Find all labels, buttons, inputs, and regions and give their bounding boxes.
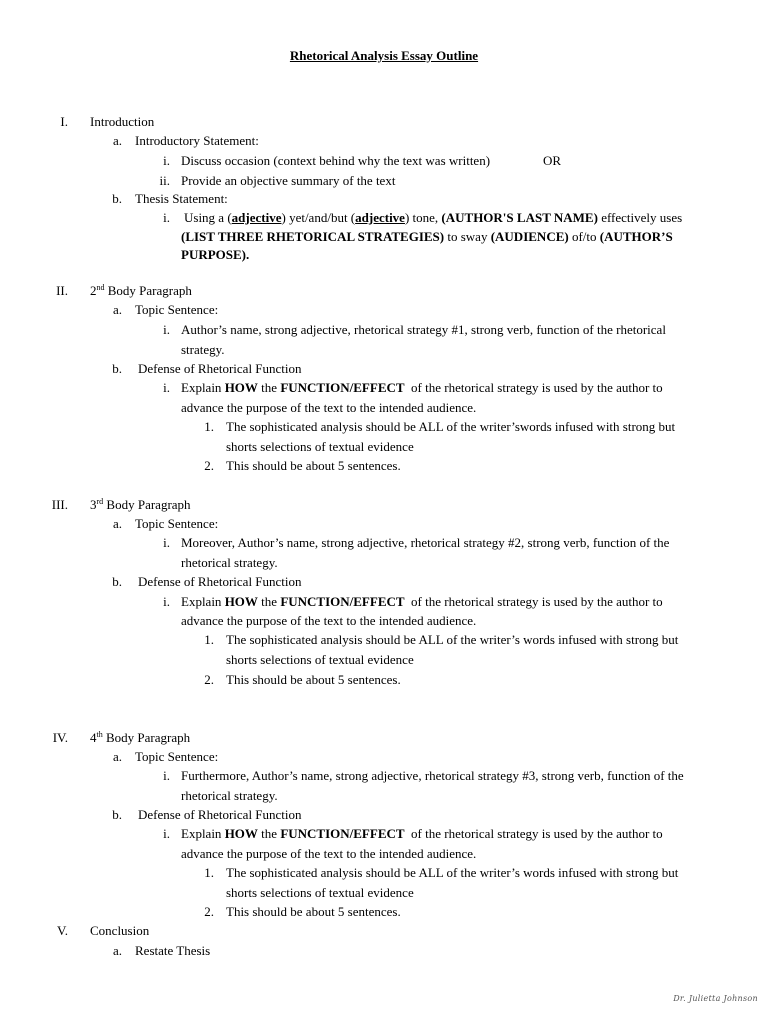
subheading: Introductory Statement: xyxy=(135,133,259,148)
outline-text: rhetorical strategy. xyxy=(181,555,278,570)
outline-text: advance the purpose of the text to the intended audience. xyxy=(181,846,477,861)
number-marker: 2. xyxy=(204,904,214,919)
number-marker: 2. xyxy=(204,458,214,473)
thesis-line-2: (LIST THREE RHETORICAL STRATEGIES) to sway (AUDIENCE) of/to (AUTHOR’S xyxy=(181,229,673,244)
outline-text: Explain HOW the FUNCTION/EFFECT of the rhetorical strategy is used by the author to xyxy=(181,594,663,609)
roman-numeral: I. xyxy=(60,114,68,129)
author-signature: Dr. Julietta Johnson xyxy=(673,994,758,1003)
letter-marker: b. xyxy=(112,191,122,206)
outline-text: The sophisticated analysis should be ALL of the writer’swords infused with strong but xyxy=(226,419,676,434)
subheading: Restate Thesis xyxy=(135,943,211,958)
subheading: Defense of Rhetorical Function xyxy=(138,361,302,376)
outline-text: The sophisticated analysis should be ALL of the writer’s words infused with strong but xyxy=(226,632,679,647)
outline-text: Explain HOW the FUNCTION/EFFECT of the rhetorical strategy is used by the author to xyxy=(181,380,663,395)
roman-marker: i. xyxy=(163,826,170,841)
thesis-line-1: Using a (adjective) yet/and/but (adjective) tone, (AUTHOR'S LAST NAME) effectively uses xyxy=(184,210,683,225)
outline-text: Explain HOW the FUNCTION/EFFECT of the rhetorical strategy is used by the author to xyxy=(181,826,663,841)
roman-marker: ii. xyxy=(159,173,170,188)
roman-marker: i. xyxy=(163,594,170,609)
letter-marker: a. xyxy=(112,133,122,148)
section-heading: Conclusion xyxy=(90,923,150,938)
thesis-line-3: PURPOSE). xyxy=(181,247,250,262)
outline-text: rhetorical strategy. xyxy=(181,788,278,803)
roman-numeral: III. xyxy=(51,497,68,512)
number-marker: 1. xyxy=(204,632,214,647)
outline-text: The sophisticated analysis should be ALL of the writer’s words infused with strong but xyxy=(226,865,679,880)
section-heading: 2nd Body Paragraph xyxy=(90,283,192,298)
outline-text: Provide an objective summary of the text xyxy=(181,173,396,188)
outline-text: Discuss occasion (context behind why the text was written) xyxy=(181,153,491,168)
number-marker: 2. xyxy=(204,672,214,687)
outline-text: shorts selections of textual evidence xyxy=(226,885,414,900)
outline-text: This should be about 5 sentences. xyxy=(226,458,401,473)
roman-numeral: IV. xyxy=(52,730,68,745)
roman-marker: i. xyxy=(163,768,170,783)
number-marker: 1. xyxy=(204,419,214,434)
number-marker: 1. xyxy=(204,865,214,880)
letter-marker: b. xyxy=(112,361,122,376)
outline-text: OR xyxy=(543,153,562,168)
outline-text: advance the purpose of the text to the intended audience. xyxy=(181,613,477,628)
subheading: Defense of Rhetorical Function xyxy=(138,807,302,822)
outline-text: This should be about 5 sentences. xyxy=(226,904,401,919)
outline-text: Moreover, Author’s name, strong adjective, rhetorical strategy #2, strong verb, function of the xyxy=(181,535,670,550)
letter-marker: a. xyxy=(112,943,122,958)
section-heading: 4th Body Paragraph xyxy=(90,730,191,745)
section-heading: 3rd Body Paragraph xyxy=(90,497,191,512)
roman-numeral: V. xyxy=(57,923,68,938)
letter-marker: a. xyxy=(112,516,122,531)
letter-marker: a. xyxy=(112,302,122,317)
page-title: Rhetorical Analysis Essay Outline xyxy=(289,48,479,63)
section-heading: Introduction xyxy=(90,114,155,129)
subheading: Defense of Rhetorical Function xyxy=(138,574,302,589)
outline-text: Furthermore, Author’s name, strong adjective, rhetorical strategy #3, strong verb, function of the xyxy=(181,768,684,783)
letter-marker: b. xyxy=(112,574,122,589)
outline-text: Author’s name, strong adjective, rhetorical strategy #1, strong verb, function of the rhetorical xyxy=(181,322,666,337)
letter-marker: b. xyxy=(112,807,122,822)
roman-marker: i. xyxy=(163,210,170,225)
outline-text: This should be about 5 sentences. xyxy=(226,672,401,687)
outline-text: shorts selections of textual evidence xyxy=(226,439,414,454)
subheading: Topic Sentence: xyxy=(135,516,219,531)
roman-marker: i. xyxy=(163,380,170,395)
roman-numeral: II. xyxy=(56,283,68,298)
subheading: Topic Sentence: xyxy=(135,302,219,317)
roman-marker: i. xyxy=(163,153,170,168)
letter-marker: a. xyxy=(112,749,122,764)
subheading: Thesis Statement: xyxy=(135,191,228,206)
outline-text: strategy. xyxy=(181,342,225,357)
subheading: Topic Sentence: xyxy=(135,749,219,764)
roman-marker: i. xyxy=(163,535,170,550)
outline-text: shorts selections of textual evidence xyxy=(226,652,414,667)
roman-marker: i. xyxy=(163,322,170,337)
outline-text: advance the purpose of the text to the intended audience. xyxy=(181,400,477,415)
